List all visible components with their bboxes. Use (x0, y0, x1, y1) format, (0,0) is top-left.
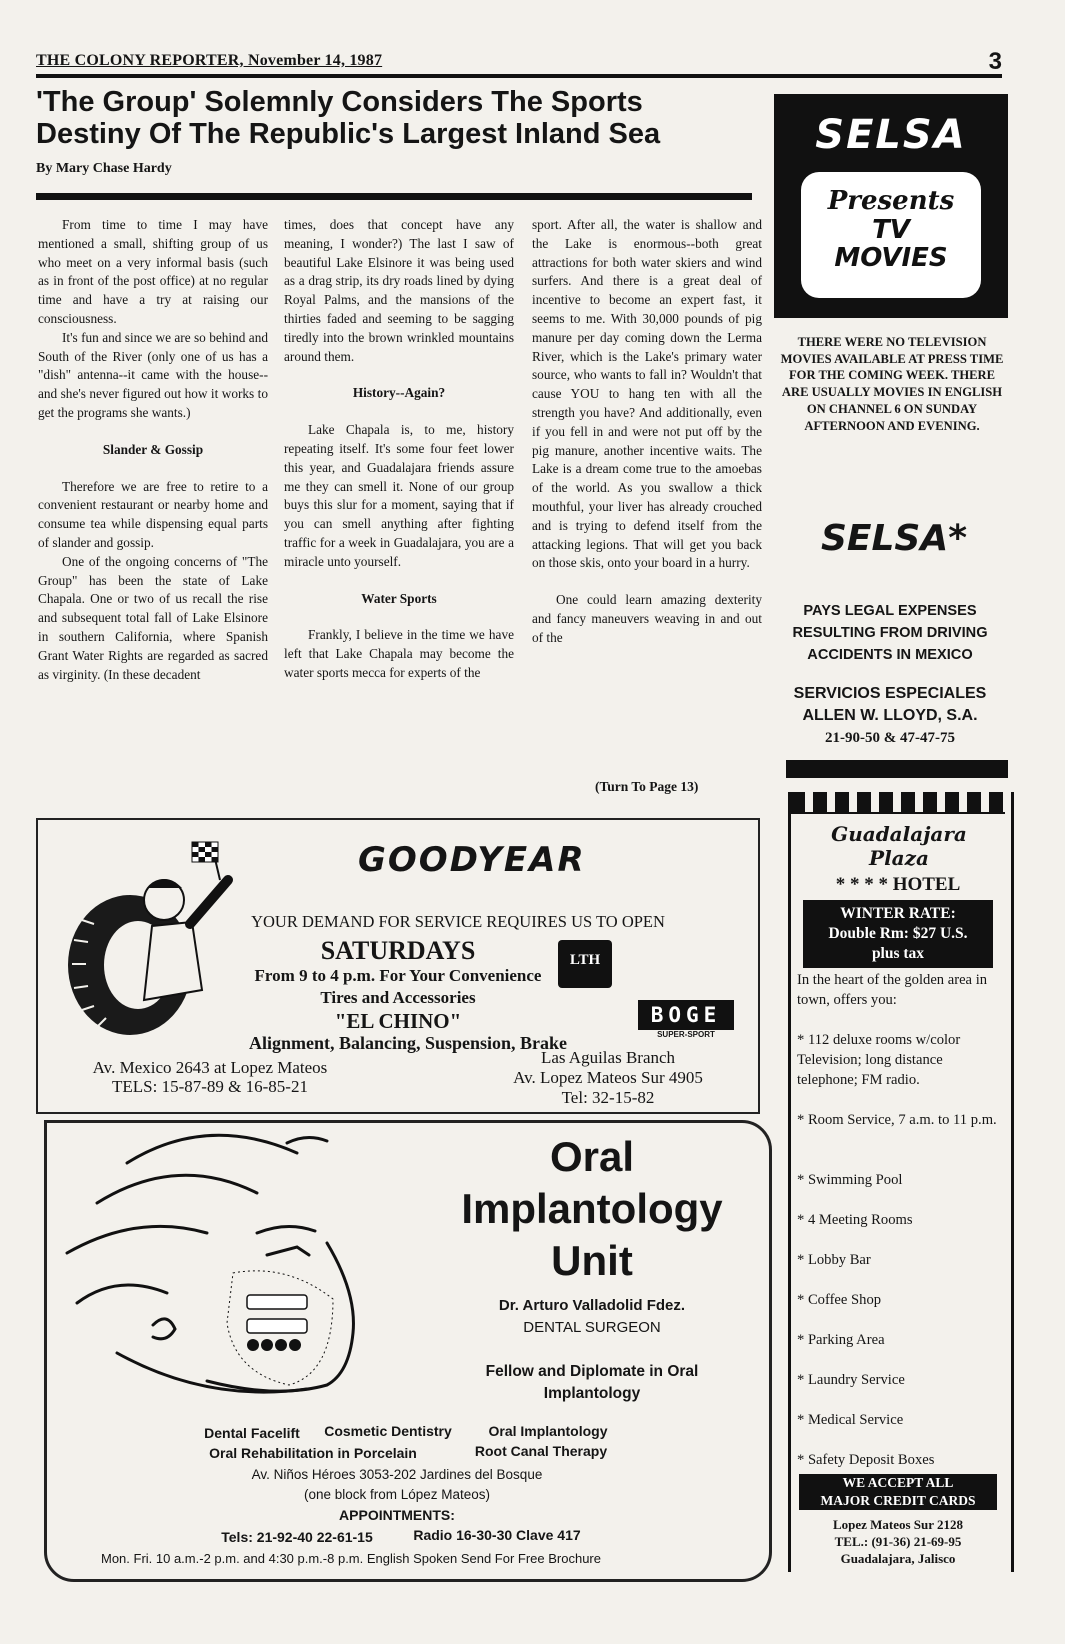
gy-el-chino: "EL CHINO" (334, 1009, 462, 1033)
hotel-amenity: * Coffee Shop (797, 1292, 882, 1308)
oral-appointments: APPOINTMENTS: (339, 1507, 455, 1523)
selsa-logo-2: SELSA* (820, 518, 968, 559)
boge-logo (638, 1000, 734, 1039)
bunting-decoration (791, 792, 1005, 814)
company-phones: 21-90-50 & 47-47-75 (825, 730, 955, 746)
hotel-address (791, 1516, 1005, 1567)
oral-doctor: Dr. Arturo Valladolid Fdez. (498, 1297, 686, 1314)
gy-tel-2: Tel: 32-15-82 (561, 1088, 655, 1107)
gy-line-4: Tires and Accessories (320, 988, 476, 1007)
tv-text: TV (872, 215, 910, 245)
face-illustration (57, 1123, 397, 1423)
boge-mark: BOGE (638, 1000, 734, 1030)
tv-movies-note: THERE WERE NO TELEVISION MOVIES AVAILABLE AT PRESS TIME FOR THE COMING WEEK. THERE ARE USUALLY MOVIES IN ENGLISH ON CHANNEL 6 ON SUNDAY AFTERNOON AND EVENING. (780, 335, 1004, 433)
selsa-company (770, 683, 1010, 749)
accept-1: WE ACCEPT ALL (842, 1475, 954, 1490)
oral-implantology-ad (44, 1120, 772, 1582)
gy-line-3: From 9 to 4 p.m. For Your Convenience (254, 966, 542, 985)
oral-service: Dental Facelift (204, 1425, 300, 1441)
gy-services: Alignment, Balancing, Suspension, Brake (248, 1033, 568, 1053)
gy-address-2: Av. Lopez Mateos Sur 4905 (513, 1068, 703, 1087)
oral-radio: Radio 16-30-30 Clave 417 (413, 1527, 581, 1543)
subhead: Slander & Gossip (102, 441, 204, 457)
servicios-text: SERVICIOS ESPECIALES (793, 685, 987, 702)
presents-text: Presents (827, 186, 955, 216)
credit-cards-banner (799, 1474, 997, 1510)
company-name: ALLEN W. LLOYD, S.A. (802, 707, 978, 724)
hotel-amenity: * Lobby Bar (797, 1252, 871, 1268)
headline-rule (36, 193, 752, 200)
hotel-amenity: * Medical Service (797, 1412, 904, 1428)
boge-sub: SUPER-SPORT (657, 1030, 715, 1039)
winter-2: Double Rm: $27 U.S. (828, 925, 968, 942)
oral-address-2: (one block from López Mateos) (303, 1487, 491, 1502)
hotel-stars: * * * * HOTEL (835, 874, 961, 895)
hotel-amenity: * Room Service, 7 a.m. to 11 p.m. (797, 1112, 997, 1128)
masthead (36, 50, 1002, 78)
winter-3: plus tax (871, 945, 925, 962)
hotel-amenity: * Parking Area (797, 1332, 885, 1348)
oral-address: Av. Niños Héroes 3053-202 Jardines del Bosque (251, 1467, 543, 1482)
tv-movies-panel (801, 172, 981, 298)
hotel-amenity: * Laundry Service (797, 1372, 905, 1388)
article-column-1 (38, 216, 268, 684)
oral-fellow-2: Implantology (543, 1385, 641, 1402)
goodyear-ad (36, 818, 760, 1114)
subhead: Water Sports (361, 590, 437, 606)
winter-1: WINTER RATE: (840, 905, 956, 922)
oral-tels: Tels: 21-92-40 22-61-15 (221, 1529, 373, 1545)
subhead: History--Again? (352, 385, 446, 401)
selsa-pays-text: PAYS LEGAL EXPENSES RESULTING FROM DRIVING ACCIDENTS IN MEXICO (792, 603, 988, 663)
oral-hours: Mon. Fri. 10 a.m.-2 p.m. and 4:30 p.m.-8 p.m. English Spoken Send For Free Brochure (100, 1551, 601, 1566)
byline: By Mary Chase Hardy (36, 161, 172, 176)
oral-service: Oral Implantology (488, 1423, 608, 1439)
movies-text: MOVIES (834, 243, 948, 273)
paragraph: It's fun and since we are so behind and South of the River (only one of us has a "dish" antenna--it came with the house--and she's never figured out how it works to get the programs she wants.) (38, 329, 268, 420)
paragraph: One could learn amazing dexterity and fancy maneuvers weaving in and out of the (532, 592, 762, 645)
page-number: 3 (988, 48, 1002, 75)
oral-title-3: Unit (551, 1237, 633, 1284)
gy-tels-1: TELS: 15-87-89 & 16-85-21 (112, 1077, 308, 1096)
gy-line-1: YOUR DEMAND FOR SERVICE REQUIRES US TO OPEN (251, 912, 665, 931)
gy-branch: Las Aguilas Branch (540, 1048, 676, 1067)
paragraph: sport. After all, the water is shallow and the Lake is enormous--both great attractions for both water skiers and wind surfers. And there is a great deal of incentive to become an expert fast, it seems to me. With 30,000 pounds of pig manure per day coming down the Lerma River, which is the Lake's primary water source, who wants to fall in? Wouldn't that cause YOU to hang ten with all the strength you have? And additionally, even if you fell in and were not put off by the pig manure, another incentive waits. The Lake is a dream come true to the amoebas of the world. As you swallow a thick mouthful, your liver has already crouched and is trying to defend itself from the attacking legions. That will get you back on those skis, onto your board in a hurry. (532, 217, 762, 571)
headline-line-1: 'The Group' Solemnly Considers The Sports (36, 86, 643, 118)
paragraph: Frankly, I believe in the time we have left that Lake Chapala may become the water sports mecca for experts of the (284, 627, 514, 680)
paragraph: times, does that concept have any meaning, I wonder?) The last I saw of beautiful Lake Elsinore it was being used as a drag strip, its dry roads lined by dying Royal Palms, and the mansions of the thirties faded and seeming to be sagging tiredly into the brown wrinkled mountains around them. (284, 217, 514, 364)
headline-line-2: Destiny Of The Republic's Largest Inland Sea (36, 118, 661, 150)
oral-service: Root Canal Therapy (474, 1443, 608, 1459)
paragraph: One of the ongoing concerns of "The Group" has been the state of Lake Chapala. One or two of us recall the rise and subsequent total fall of Lake Elsinore in southern California, where Spanish Grant Water Rights are regarded as sacred as virginity. (In these decadent (38, 553, 268, 682)
article-column-2 (284, 216, 514, 683)
hotel-address-1: Lopez Mateos Sur 2128 (832, 1517, 964, 1532)
hotel-amenity: * 4 Meeting Rooms (797, 1212, 913, 1228)
hotel-address-2: TEL.: (91-36) 21-69-95 (834, 1534, 962, 1549)
goodyear-logo: GOODYEAR (358, 840, 586, 880)
hotel-address-3: Guadalajara, Jalisco (840, 1551, 956, 1566)
hotel-intro: In the heart of the golden area in town, offers you: (797, 972, 988, 1008)
article-column-3 (532, 216, 762, 648)
guadalajara-plaza-hotel-ad (788, 792, 1014, 1572)
hotel-top-bar (786, 760, 1008, 778)
accept-2: MAJOR CREDIT CARDS (820, 1493, 976, 1508)
selsa-tv-ad (774, 94, 1008, 318)
oral-role: DENTAL SURGEON (523, 1319, 661, 1336)
selsa-logo: SELSA (815, 112, 967, 158)
oral-service: Oral Rehabilitation in Porcelain (209, 1445, 417, 1461)
oral-service: Cosmetic Dentistry (324, 1423, 452, 1439)
hotel-name: Guadalajara Plaza (831, 822, 967, 870)
hotel-amenity: * 112 deluxe rooms w/color Television; long distance telephone; FM radio. (797, 1032, 961, 1088)
oral-fellow-1: Fellow and Diplomate in Oral (485, 1363, 699, 1380)
turn-to-page: (Turn To Page 13) (595, 779, 699, 794)
battery-label: LTH (569, 952, 601, 968)
article-headline (36, 86, 756, 150)
paragraph: Therefore we are free to retire to a convenient restaurant or nearby home and consume tea while dispensing equal parts of slander and gossip. (38, 478, 268, 550)
paper-name-date: THE COLONY REPORTER, November 14, 1987 (36, 52, 383, 69)
gy-saturdays: SATURDAYS (320, 936, 476, 965)
winter-rate (803, 900, 993, 968)
oral-title-1: Oral (549, 1133, 635, 1180)
gy-address-1: Av. Mexico 2643 at Lopez Mateos (92, 1058, 328, 1077)
oral-title-2: Implantology (461, 1185, 723, 1232)
hotel-amenity: * Safety Deposit Boxes (797, 1452, 935, 1468)
paragraph: From time to time I may have mentioned a small, shifting group of us who meet on a very informal basis (such as in front of the post office) at no regular time and have a try at raising our consciousness. (38, 217, 268, 326)
hotel-amenity: * Swimming Pool (797, 1172, 903, 1188)
paragraph: Lake Chapala is, to me, history repeating itself. It's some four feet lower this year, and Guadalajara friends assure me they can smell it. None of our group buys this slur for a moment, saying that if you can smell anything after fighting traffic for a week in Guadalajara, you are a miracle unto yourself. (284, 422, 514, 569)
battery-icon (558, 940, 612, 988)
